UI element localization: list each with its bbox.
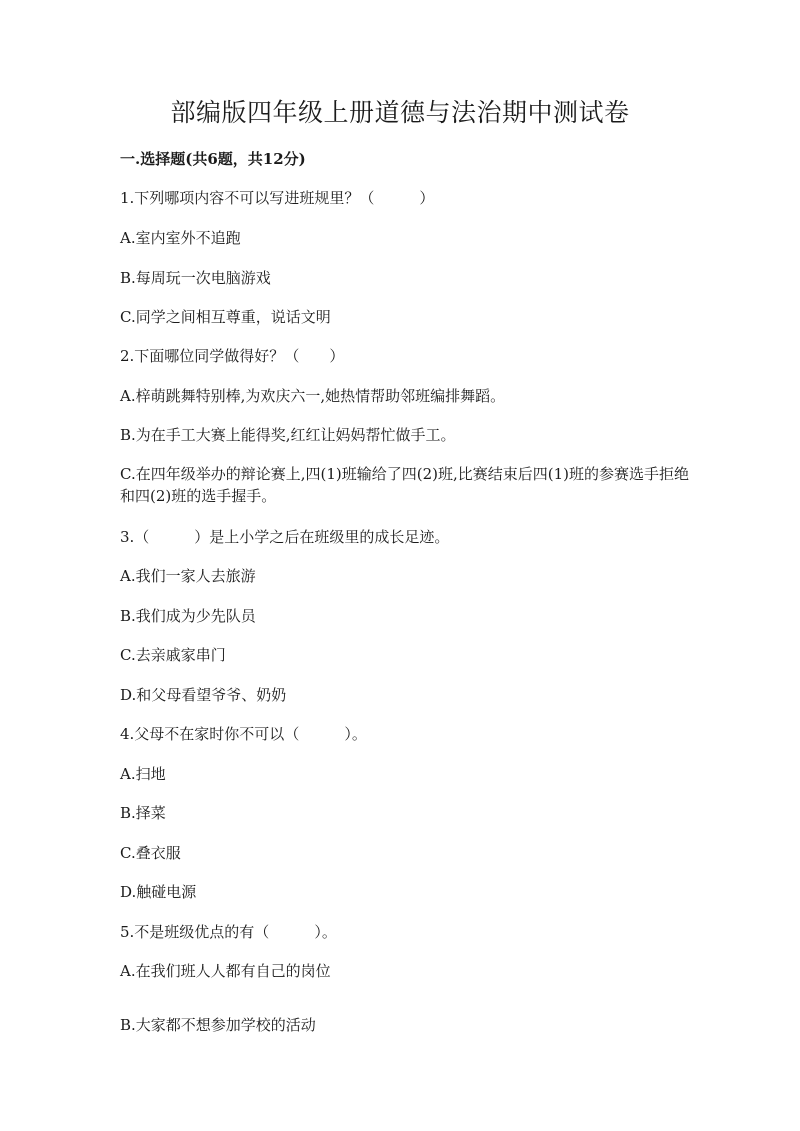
section-heading: 一.选择题(共6题，共12分) (120, 150, 306, 168)
question-1-option-b: B.每周玩一次电脑游戏 (120, 269, 271, 287)
question-stem-5: 5.不是班级优点的有（ ）。 (120, 923, 337, 941)
question-4-option-c: C.叠衣服 (120, 844, 181, 862)
question-3-option-c: C.去亲戚家串门 (120, 646, 226, 664)
question-4-option-a: A.扫地 (120, 765, 166, 783)
question-stem-1: 1.下列哪项内容不可以写进班规里？（ ） (120, 189, 435, 207)
question-2-option-b: B.为在手工大赛上能得奖,红红让妈妈帮忙做手工。 (120, 426, 456, 444)
question-3-option-a: A.我们一家人去旅游 (120, 567, 256, 585)
question-stem-3: 3.（ ）是上小学之后在班级里的成长足迹。 (120, 528, 450, 546)
question-5-option-b: B.大家都不想参加学校的活动 (120, 1016, 316, 1034)
question-1-option-c: C.同学之间相互尊重，说话文明 (120, 308, 331, 326)
question-stem-4: 4.父母不在家时你不可以（ ）。 (120, 725, 367, 743)
page-title: 部编版四年级上册道德与法治期中测试卷 (170, 98, 630, 127)
question-4-option-d: D.触碰电源 (120, 883, 197, 901)
question-2-option-a: A.梓萌跳舞特别棒,为欢庆六一,她热情帮助邻班编排舞蹈。 (120, 387, 506, 405)
question-1-option-a: A.室内室外不追跑 (120, 229, 241, 247)
question-stem-2: 2.下面哪位同学做得好？（ ） (120, 347, 345, 365)
question-5-option-a: A.在我们班人人都有自己的岗位 (120, 962, 331, 980)
question-3-option-b: B.我们成为少先队员 (120, 607, 256, 625)
question-3-option-d: D.和父母看望爷爷、奶奶 (120, 686, 287, 704)
question-4-option-b: B.择菜 (120, 804, 166, 822)
question-2-option-c: C.在四年级举办的辩论赛上,四(1)班输给了四(2)班,比赛结束后四(1)班的参赛选手拒绝和四(2)班的选手握手。 (120, 465, 689, 505)
